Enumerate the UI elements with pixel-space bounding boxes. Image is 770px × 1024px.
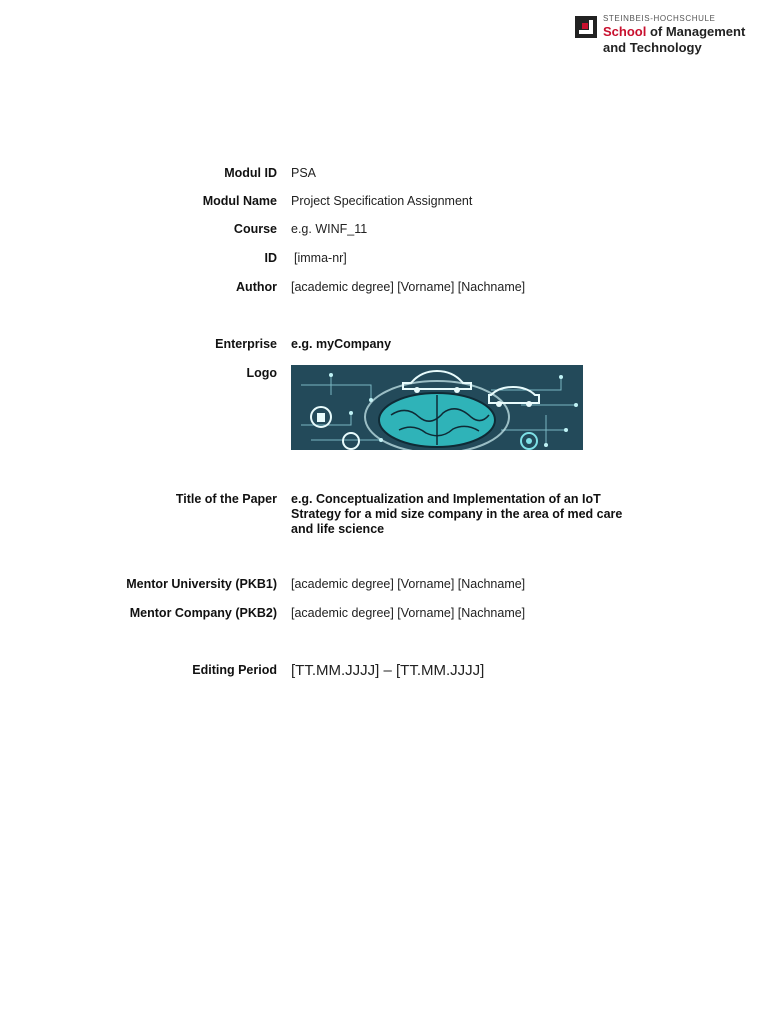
- mentor-company-value: [academic degree] [Vorname] [Nachname]: [291, 606, 526, 620]
- mentor-company-label: Mentor Company (PKB2): [129, 606, 277, 620]
- modul-id-label: Modul ID: [224, 166, 277, 180]
- course-value: e.g. WINF_11: [291, 222, 368, 236]
- title-label: Title of the Paper: [175, 492, 277, 506]
- title-value: e.g. Conceptualization and Implementation of an IoT Strategy for a mid size company in the area of med care and life science: [291, 492, 623, 536]
- enterprise-label: Enterprise: [215, 337, 277, 351]
- school-logo: [575, 14, 760, 58]
- brand-line2: and Technology: [603, 40, 702, 55]
- course-label: Course: [233, 222, 277, 236]
- mentor-university-label: Mentor University (PKB1): [126, 577, 277, 591]
- id-label: ID: [264, 251, 277, 265]
- mentor-university-value: [academic degree] [Vorname] [Nachname]: [291, 577, 526, 591]
- enterprise-logo-image: [291, 365, 583, 450]
- enterprise-value: e.g. myCompany: [291, 337, 392, 351]
- logo-label: Logo: [246, 366, 277, 380]
- id-value: [imma-nr]: [294, 251, 347, 265]
- editing-period-label: Editing Period: [192, 663, 277, 677]
- brand-line1-rest: of Management: [646, 24, 746, 39]
- brand-line1-accent: School: [603, 24, 647, 39]
- brand-small-text: STEINBEIS-HOCHSCHULE: [603, 14, 716, 23]
- school-logo-mark: [575, 16, 597, 38]
- author-label: Author: [236, 280, 277, 294]
- brand-line1: [603, 24, 745, 39]
- editing-period-value: [TT.MM.JJJJ] – [TT.MM.JJJJ]: [291, 662, 485, 679]
- modul-name-value: Project Specification Assignment: [291, 194, 473, 208]
- author-value: [academic degree] [Vorname] [Nachname]: [291, 280, 526, 294]
- modul-name-label: Modul Name: [202, 194, 277, 208]
- modul-id-value: PSA: [291, 166, 317, 180]
